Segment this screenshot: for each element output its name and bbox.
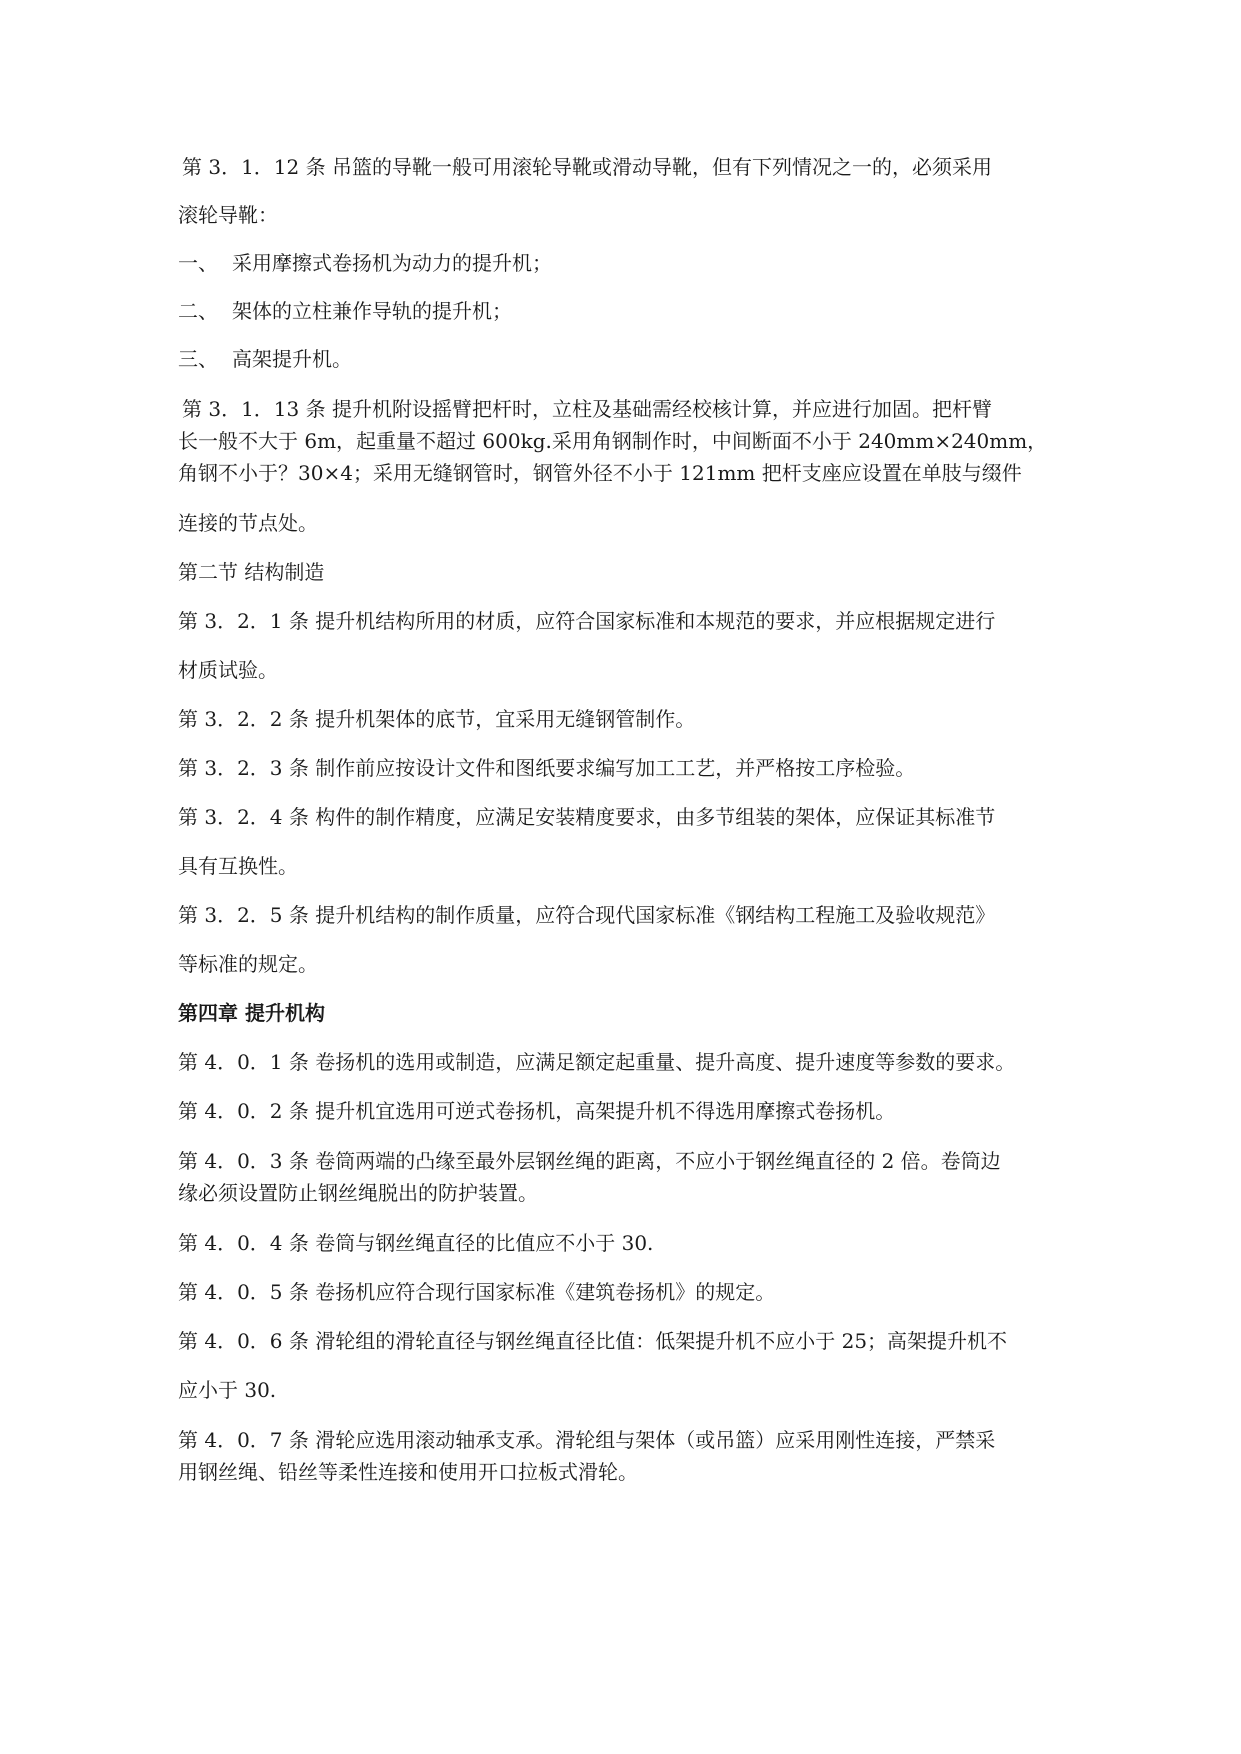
article-4-0-6-line-1: 第 4．0．6 条 滑轮组的滑轮直径与钢丝绳直径比值：低架提升机不应小于 25；高架提升机不 — [178, 1329, 1008, 1353]
article-3-1-12-line-1: 第 3．1．12 条 吊篮的导靴一般可用滚轮导靴或滑动导靴，但有下列情况之一的，必须采用 — [182, 155, 992, 179]
article-3-1-13-line-4: 连接的节点处。 — [178, 511, 318, 535]
article-4-0-1: 第 4．0．1 条 卷扬机的选用或制造，应满足额定起重量、提升高度、提升速度等参数的要求。 — [178, 1050, 1016, 1074]
article-3-2-4-line-1: 第 3．2．4 条 构件的制作精度，应满足安装精度要求，由多节组装的架体，应保证其标准节 — [178, 805, 996, 829]
article-4-0-3-line-2: 缘必须设置防止钢丝绳脱出的防护装置。 — [178, 1181, 538, 1205]
list-text-1: 采用摩擦式卷扬机为动力的提升机； — [232, 251, 552, 275]
list-item-2 — [178, 296, 512, 326]
article-3-2-3: 第 3．2．3 条 制作前应按设计文件和图纸要求编写加工工艺，并严格按工序检验。 — [178, 756, 916, 780]
list-item-1 — [178, 248, 552, 278]
article-3-2-2: 第 3．2．2 条 提升机架体的底节，宜采用无缝钢管制作。 — [178, 707, 696, 731]
article-4-0-7-line-1: 第 4．0．7 条 滑轮应选用滚动轴承支承。滑轮组与架体（或吊篮）应采用刚性连接，严禁采 — [178, 1428, 996, 1452]
list-number-1: 一、 — [178, 251, 218, 275]
article-4-0-6-line-2: 应小于 30. — [178, 1378, 277, 1402]
article-3-2-5-line-1: 第 3．2．5 条 提升机结构的制作质量，应符合现代国家标准《钢结构工程施工及验收规范》 — [178, 903, 996, 927]
article-3-1-13-line-2: 长一般不大于 6m，起重量不超过 600kg.采用角钢制作时，中间断面不小于 240mm×240mm， — [178, 429, 1048, 453]
article-4-0-4: 第 4．0．4 条 卷筒与钢丝绳直径的比值应不小于 30. — [178, 1231, 654, 1255]
list-number-2: 二、 — [178, 299, 218, 323]
article-3-2-4-line-2: 具有互换性。 — [178, 854, 298, 878]
list-text-2: 架体的立柱兼作导轨的提升机； — [232, 299, 512, 323]
article-3-2-1-line-1: 第 3．2．1 条 提升机结构所用的材质，应符合国家标准和本规范的要求，并应根据规定进行 — [178, 609, 996, 633]
article-4-0-3-line-1: 第 4．0．3 条 卷筒两端的凸缘至最外层钢丝绳的距离，不应小于钢丝绳直径的 2 倍。卷筒边 — [178, 1149, 1001, 1173]
section-heading-2: 第二节 结构制造 — [178, 560, 325, 584]
list-number-3: 三、 — [178, 347, 218, 371]
article-4-0-7-line-2: 用钢丝绳、铅丝等柔性连接和使用开口拉板式滑轮。 — [178, 1460, 638, 1484]
article-3-2-1-line-2: 材质试验。 — [178, 658, 278, 682]
article-4-0-5: 第 4．0．5 条 卷扬机应符合现行国家标准《建筑卷扬机》的规定。 — [178, 1280, 776, 1304]
article-3-2-5-line-2: 等标准的规定。 — [178, 952, 318, 976]
article-3-1-13-line-3: 角钢不小于？30×4；采用无缝钢管时，钢管外径不小于 121mm 把杆支座应设置在单肢与缀件 — [178, 461, 1022, 485]
list-item-3 — [178, 344, 352, 374]
list-text-3: 高架提升机。 — [232, 347, 352, 371]
article-3-1-12-line-2: 滚轮导靴： — [178, 203, 278, 227]
chapter-heading-4: 第四章 提升机构 — [178, 1001, 325, 1025]
article-3-1-13-line-1: 第 3．1．13 条 提升机附设摇臂把杆时，立柱及基础需经校核计算，并应进行加固。把杆臂 — [182, 397, 992, 421]
article-4-0-2: 第 4．0．2 条 提升机宜选用可逆式卷扬机，高架提升机不得选用摩擦式卷扬机。 — [178, 1099, 896, 1123]
